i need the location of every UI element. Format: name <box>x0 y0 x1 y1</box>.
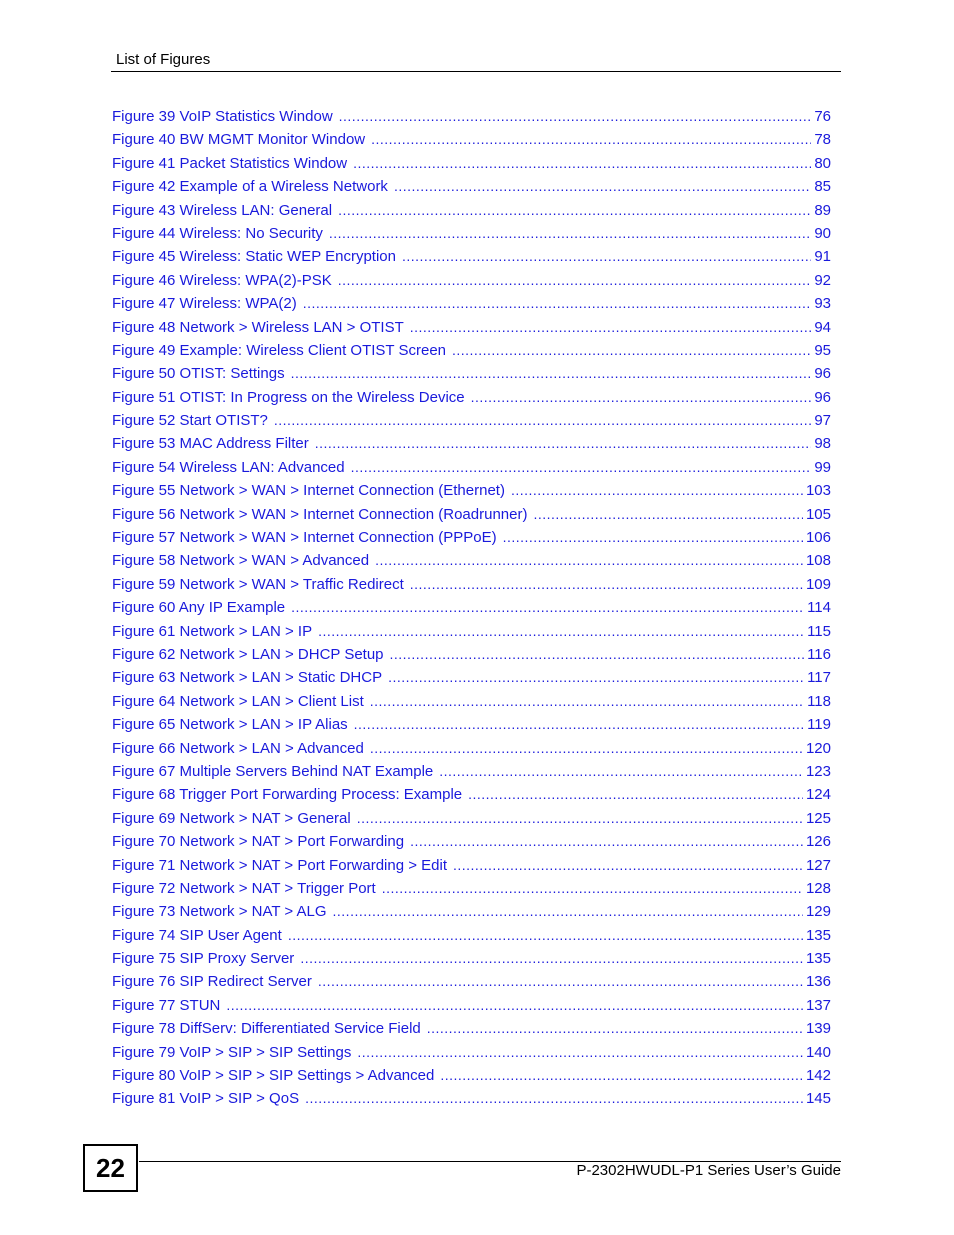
figure-page-number: 140 <box>805 1043 831 1061</box>
figure-title: Figure 42 Example of a Wireless Network <box>112 178 388 196</box>
figure-title: Figure 46 Wireless: WPA(2)-PSK <box>112 271 332 289</box>
header-divider <box>111 71 841 72</box>
figure-page-number: 90 <box>814 224 831 242</box>
figure-page-number: 96 <box>814 365 831 383</box>
list-of-figures <box>112 105 831 1111</box>
figure-page-number: 117 <box>807 669 831 687</box>
toc-entry-link[interactable] <box>112 666 831 689</box>
dot-leader <box>318 620 804 643</box>
toc-entry-link[interactable] <box>112 783 831 806</box>
figure-page-number: 109 <box>805 575 831 593</box>
toc-entry-link[interactable] <box>112 526 831 549</box>
dot-leader <box>303 292 812 315</box>
toc-entry-link[interactable] <box>112 105 831 128</box>
figure-page-number: 128 <box>805 879 831 897</box>
dot-leader <box>390 643 805 666</box>
figure-page-number: 142 <box>805 1067 831 1085</box>
toc-entry-link[interactable] <box>112 503 831 526</box>
figure-title: Figure 45 Wireless: Static WEP Encryption <box>112 248 396 266</box>
toc-entry-link[interactable] <box>112 643 831 666</box>
toc-entry-link[interactable] <box>112 573 831 596</box>
figure-page-number: 145 <box>805 1090 831 1108</box>
dot-leader <box>388 666 804 689</box>
toc-entry-link[interactable] <box>112 175 831 198</box>
dot-leader <box>338 199 811 222</box>
toc-entry-link[interactable] <box>112 970 831 993</box>
toc-entry-link[interactable] <box>112 900 831 923</box>
toc-entry-link[interactable] <box>112 854 831 877</box>
guide-title: P-2302HWUDL-P1 Series User’s Guide <box>576 1162 841 1179</box>
figure-page-number: 126 <box>805 833 831 851</box>
figure-title: Figure 70 Network > NAT > Port Forwarding <box>112 833 405 851</box>
toc-entry-link[interactable] <box>112 830 831 853</box>
figure-page-number: 99 <box>814 458 831 476</box>
figure-page-number: 129 <box>805 903 831 921</box>
figure-title: Figure 39 VoIP Statistics Window <box>112 108 333 125</box>
figure-page-number: 96 <box>814 388 831 406</box>
figure-title: Figure 43 Wireless LAN: General <box>112 201 333 219</box>
figure-page-number: 119 <box>807 716 831 734</box>
toc-entry-link[interactable] <box>112 877 831 900</box>
page-number: 22 <box>83 1144 138 1192</box>
figure-page-number: 105 <box>805 505 831 523</box>
toc-entry-link[interactable] <box>112 245 831 268</box>
toc-entry-link[interactable] <box>112 807 831 830</box>
figure-page-number: 136 <box>805 973 831 991</box>
figure-title: Figure 51 OTIST: In Progress on the Wireless Device <box>112 388 465 406</box>
toc-entry-link[interactable] <box>112 1017 831 1040</box>
figure-title: Figure 63 Network > LAN > Static DHCP <box>112 669 383 687</box>
dot-leader <box>382 877 803 900</box>
dot-leader <box>291 596 804 619</box>
figure-title: Figure 61 Network > LAN > IP <box>112 622 313 640</box>
figure-title: Figure 53 MAC Address Filter <box>112 435 309 453</box>
dot-leader <box>410 573 803 596</box>
toc-entry-link[interactable] <box>112 620 831 643</box>
figure-page-number: 124 <box>805 786 831 804</box>
dot-leader <box>274 409 811 432</box>
figure-title: Figure 62 Network > LAN > DHCP Setup <box>112 645 384 663</box>
figure-title: Figure 74 SIP User Agent <box>112 926 282 944</box>
toc-entry-link[interactable] <box>112 479 831 502</box>
figure-page-number: 120 <box>805 739 831 757</box>
figure-title: Figure 79 VoIP > SIP > SIP Settings <box>112 1043 352 1061</box>
figure-title: Figure 58 Network > WAN > Advanced <box>112 552 370 570</box>
figure-page-number: 139 <box>805 1020 831 1038</box>
dot-leader <box>533 503 802 526</box>
dot-leader <box>375 549 803 572</box>
figure-title: Figure 50 OTIST: Settings <box>112 365 285 383</box>
figure-page-number: 106 <box>805 529 831 547</box>
figure-title: Figure 54 Wireless LAN: Advanced <box>112 458 345 476</box>
figure-page-number: 125 <box>805 809 831 827</box>
toc-entry-link[interactable] <box>112 994 831 1017</box>
figure-page-number: 80 <box>814 154 831 172</box>
toc-entry-link[interactable] <box>112 199 831 222</box>
dot-leader <box>353 152 811 175</box>
dot-leader <box>370 690 804 713</box>
figure-title: Figure 80 VoIP > SIP > SIP Settings > Advanced <box>112 1067 435 1085</box>
figure-title: Figure 64 Network > LAN > Client List <box>112 692 364 710</box>
figure-title: Figure 68 Trigger Port Forwarding Process: Example <box>112 786 463 804</box>
figure-page-number: 92 <box>814 271 831 289</box>
dot-leader <box>471 386 812 409</box>
figure-title: Figure 72 Network > NAT > Trigger Port <box>112 879 376 897</box>
toc-entry-link[interactable] <box>112 128 831 151</box>
toc-entry-link[interactable] <box>112 432 831 455</box>
toc-entry-link[interactable] <box>112 152 831 175</box>
figure-title: Figure 40 BW MGMT Monitor Window <box>112 131 366 149</box>
dot-leader <box>440 1064 803 1087</box>
figure-page-number: 135 <box>805 950 831 968</box>
figure-page-number: 94 <box>814 318 831 336</box>
figure-page-number: 91 <box>814 248 831 266</box>
figure-title: Figure 52 Start OTIST? <box>112 412 268 430</box>
toc-entry-link[interactable] <box>112 316 831 339</box>
toc-entry-link[interactable] <box>112 1041 831 1064</box>
toc-entry-link[interactable] <box>112 690 831 713</box>
toc-entry-link[interactable] <box>112 1087 831 1110</box>
toc-entry-link[interactable] <box>112 737 831 760</box>
figure-title: Figure 49 Example: Wireless Client OTIST Screen <box>112 341 447 359</box>
figure-page-number: 78 <box>814 131 831 149</box>
dot-leader <box>339 105 812 128</box>
toc-entry-link[interactable] <box>112 549 831 572</box>
toc-entry-link[interactable] <box>112 292 831 315</box>
figure-title: Figure 73 Network > NAT > ALG <box>112 903 327 921</box>
dot-leader <box>439 760 803 783</box>
figure-page-number: 135 <box>805 926 831 944</box>
figure-title: Figure 55 Network > WAN > Internet Connection (Ethernet) <box>112 482 505 500</box>
figure-title: Figure 71 Network > NAT > Port Forwarding > Edit <box>112 856 448 874</box>
dot-leader <box>354 713 804 736</box>
dot-leader <box>410 830 803 853</box>
figure-page-number: 116 <box>807 645 831 663</box>
dot-leader <box>357 1041 803 1064</box>
toc-entry-link[interactable] <box>112 924 831 947</box>
toc-entry-link[interactable] <box>112 222 831 245</box>
toc-entry-link[interactable] <box>112 339 831 362</box>
figure-page-number: 103 <box>805 482 831 500</box>
dot-leader <box>291 362 812 385</box>
figure-title: Figure 57 Network > WAN > Internet Connection (PPPoE) <box>112 529 497 547</box>
dot-leader <box>305 1087 803 1110</box>
dot-leader <box>503 526 803 549</box>
dot-leader <box>300 947 803 970</box>
toc-entry-link[interactable] <box>112 596 831 619</box>
figure-page-number: 137 <box>805 996 831 1014</box>
figure-page-number: 76 <box>814 108 831 125</box>
figure-page-number: 85 <box>814 178 831 196</box>
dot-leader <box>410 316 812 339</box>
figure-title: Figure 48 Network > Wireless LAN > OTIST <box>112 318 404 336</box>
figure-title: Figure 76 SIP Redirect Server <box>112 973 312 991</box>
toc-entry-link[interactable] <box>112 386 831 409</box>
figure-title: Figure 81 VoIP > SIP > QoS <box>112 1090 300 1108</box>
toc-entry-link[interactable] <box>112 456 831 479</box>
figure-page-number: 89 <box>814 201 831 219</box>
toc-entry-link[interactable] <box>112 409 831 432</box>
dot-leader <box>338 269 812 292</box>
figure-title: Figure 59 Network > WAN > Traffic Redirect <box>112 575 404 593</box>
dot-leader <box>453 854 803 877</box>
dot-leader <box>468 783 803 806</box>
figure-title: Figure 60 Any IP Example <box>112 599 286 617</box>
figure-title: Figure 75 SIP Proxy Server <box>112 950 295 968</box>
figure-title: Figure 44 Wireless: No Security <box>112 224 323 242</box>
figure-page-number: 98 <box>814 435 831 453</box>
toc-entry-link[interactable] <box>112 947 831 970</box>
figure-title: Figure 77 STUN <box>112 996 221 1014</box>
figure-page-number: 115 <box>807 622 831 640</box>
dot-leader <box>371 128 811 151</box>
figure-title: Figure 78 DiffServ: Differentiated Service Field <box>112 1020 421 1038</box>
figure-title: Figure 65 Network > LAN > IP Alias <box>112 716 348 734</box>
toc-entry-link[interactable] <box>112 760 831 783</box>
toc-entry-link[interactable] <box>112 1064 831 1087</box>
toc-entry-link[interactable] <box>112 269 831 292</box>
figure-page-number: 118 <box>807 692 831 710</box>
dot-leader <box>288 924 803 947</box>
dot-leader <box>357 807 803 830</box>
dot-leader <box>427 1017 803 1040</box>
figure-page-number: 123 <box>805 762 831 780</box>
figure-title: Figure 66 Network > LAN > Advanced <box>112 739 364 757</box>
figure-page-number: 97 <box>814 412 831 430</box>
dot-leader <box>333 900 803 923</box>
figure-page-number: 95 <box>814 341 831 359</box>
figure-title: Figure 56 Network > WAN > Internet Connection (Roadrunner) <box>112 505 528 523</box>
dot-leader <box>394 175 811 198</box>
dot-leader <box>318 970 803 993</box>
figure-title: Figure 69 Network > NAT > General <box>112 809 351 827</box>
figure-page-number: 93 <box>814 295 831 313</box>
dot-leader <box>329 222 811 245</box>
dot-leader <box>402 245 811 268</box>
figure-title: Figure 47 Wireless: WPA(2) <box>112 295 297 313</box>
figure-page-number: 127 <box>805 856 831 874</box>
dot-leader <box>315 432 812 455</box>
dot-leader <box>370 737 803 760</box>
dot-leader <box>511 479 803 502</box>
page-header-title: List of Figures <box>116 51 211 68</box>
figure-title: Figure 41 Packet Statistics Window <box>112 154 348 172</box>
figure-page-number: 114 <box>807 599 831 617</box>
dot-leader <box>351 456 812 479</box>
figure-title: Figure 67 Multiple Servers Behind NAT Example <box>112 762 434 780</box>
toc-entry-link[interactable] <box>112 362 831 385</box>
figure-page-number: 108 <box>805 552 831 570</box>
dot-leader <box>226 994 803 1017</box>
toc-entry-link[interactable] <box>112 713 831 736</box>
dot-leader <box>452 339 811 362</box>
